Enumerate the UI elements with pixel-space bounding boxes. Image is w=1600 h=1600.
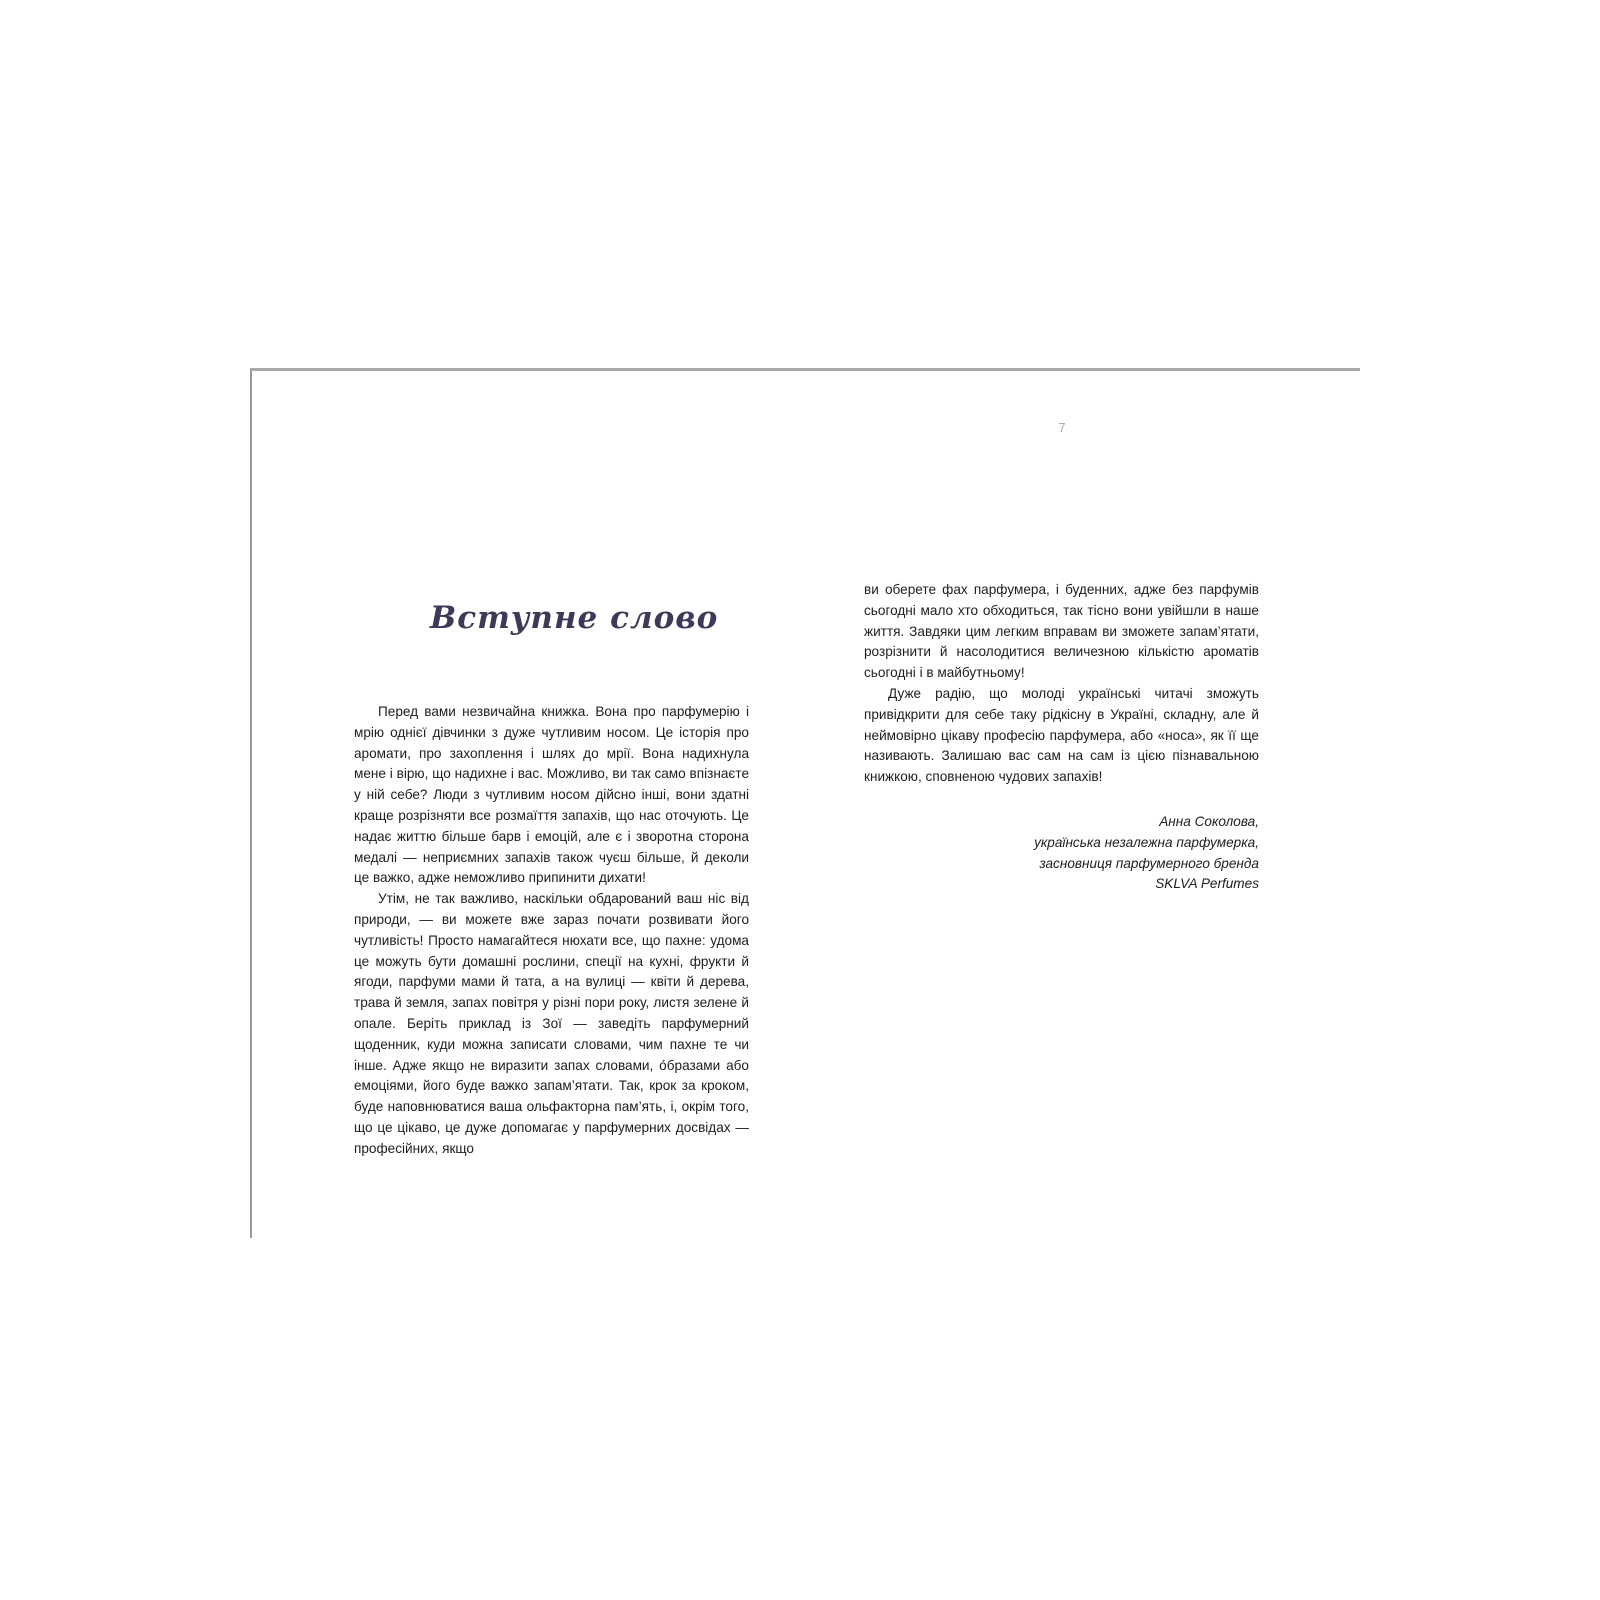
paragraph: Утім, не так важливо, наскільки обдарований ваш ніс від природи, — ви можете вже зараз почати розвивати його чутливість! Просто намагайтеся нюхати все, що пахне: удома це можуть бути домашні рослини, спеції на кухні, фрукти й ягоди, парфуми мами й тата, а на вулиці — квіти й дерева, трава й земля, запах повітря у різні пори року, листя зелене й опале. Беріть приклад із Зої — заведіть парфумерний щоденник, куди можна записати словами, чим пахне те чи інше. Адже якщо не виразити запах словами, о́бразами або емоціями, його буде важко запам’ятати. Так, крок за кроком, буде наповнюватися ваша ольфакторна пам’ять, і, окрім того, що це цікаво, це дуже допомагає у парфумерних досвідах — професійних, якщо <box>354 891 749 1156</box>
author-signature <box>864 812 1259 895</box>
paragraph-continuation: ви оберете фах парфумера, і буденних, адже без парфумів сьогодні мало хто обходиться, так тісно вони увійшли в наше життя. Завдяки цим легким вправам ви зможете запам’ятати, розрізнити й насолодитися величезною кількістю ароматів сьогодні і в майбутньому! <box>864 582 1259 681</box>
author-role-2: засновниця парфумерного бренда <box>1039 855 1259 871</box>
author-name: Анна Соколова, <box>1159 813 1259 829</box>
author-brand: SKLVA Perfumes <box>1155 876 1259 892</box>
paragraph: Дуже радію, що молоді українські читачі зможуть привідкрити для себе таку рідкісну в Україні, складну, але й неймовірно цікаву професію парфумера, або «носа», як її ще називають. Залишаю вас сам на сам із цією пізнавальною книжкою, сповненою чудових запахів! <box>864 685 1259 785</box>
paragraph: Перед вами незвичайна книжка. Вона про парфумерію і мрію однієї дівчинки з дуже чутливим носом. Це історія про аромати, про захоплення і шлях до мрії. Вона надихнула мене і вірю, що надихне і вас. Можливо, ви так само впізнаєте у ній себе? Люди з чутливим носом дійсно інші, вони здатні краще розрізняти все розмаїття запахів, що нас оточують. Це надає життю більше барв і емоцій, але є і зворотна сторона медалі — неприємних запахів також чуєш більше, й деколи це важко, адже неможливо припинити дихати! <box>354 704 749 886</box>
right-text-column <box>864 580 1259 895</box>
author-role: українська незалежна парфумерка, <box>1034 834 1259 850</box>
page-number: 7 <box>1058 420 1066 435</box>
left-text-column <box>354 702 749 1160</box>
page-title: Вступне слово <box>430 600 719 636</box>
